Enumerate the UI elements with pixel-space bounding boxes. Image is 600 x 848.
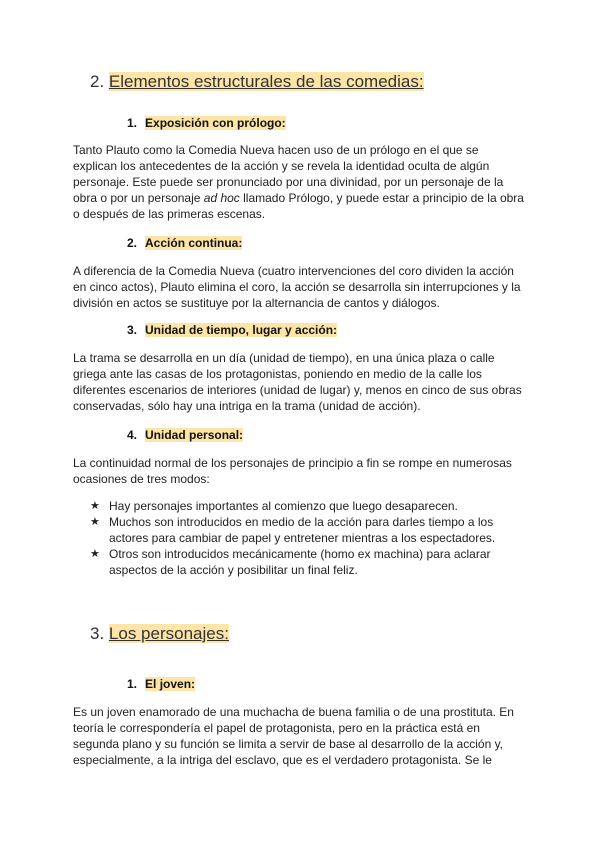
paragraph xyxy=(73,455,529,487)
bullet-list xyxy=(90,498,530,578)
subsection-heading xyxy=(127,676,195,692)
subsection-heading xyxy=(127,322,337,338)
paragraph xyxy=(73,350,529,414)
paragraph-line: La trama se desarrolla en un día (unidad de tiempo), en una única plaza o calle xyxy=(73,351,495,365)
paragraph-line: especialmente, a la intriga del esclavo, que es el verdadero protagonista. Se le xyxy=(73,753,492,767)
subsection-heading xyxy=(127,115,286,131)
paragraph-line: Es un joven enamorado de una muchacha de buena familia o de una prostituta. En xyxy=(73,705,514,719)
paragraph-line: La continuidad normal de los personajes de principio a fin se rompe en numerosas xyxy=(73,456,512,470)
bullet-item xyxy=(90,498,530,514)
section-title: Elementos estructurales de las comedias: xyxy=(108,72,424,91)
subsection-number: 1. xyxy=(127,677,138,691)
bullet-line: aspectos de la acción y posibilitar un final feliz. xyxy=(109,563,358,577)
star-bullet-icon: ★ xyxy=(90,500,100,512)
paragraph-line: división en actos se sustituye por la alternancia de cantos y diálogos. xyxy=(73,296,440,310)
subsection-title: El joven: xyxy=(145,677,196,691)
bullet-item xyxy=(90,514,530,546)
bullet-line: Muchos son introducidos en medio de la acción para darles tiempo a los xyxy=(109,515,494,529)
subsection-number: 3. xyxy=(127,323,138,337)
bullet-line: actores para cambiar de papel y entretener mientras a los espectadores. xyxy=(109,531,496,545)
subsection-heading xyxy=(127,427,243,443)
paragraph-line: A diferencia de la Comedia Nueva (cuatro intervenciones del coro dividen la acción xyxy=(73,264,514,278)
subsection-number: 2. xyxy=(127,236,138,250)
paragraph-line: explican los antecedentes de la acción y se revela la identidad oculta de algún xyxy=(73,159,490,173)
subsection-title: Acción continua: xyxy=(145,236,243,250)
text-run: llamado Prólogo, y puede estar a principio de la obra xyxy=(239,191,524,205)
paragraph-line: teoría le correspondería el papel de protagonista, pero en la práctica está en xyxy=(73,721,480,735)
paragraph xyxy=(73,142,529,222)
paragraph-line: segunda plano y su función se limita a servir de base al desarrollo de la acción y, xyxy=(73,737,504,751)
paragraph-line xyxy=(73,190,529,206)
paragraph-line: griega ante las casas de los protagonistas, poniendo en medio de la calle los xyxy=(73,367,482,381)
paragraph-line: Tanto Plauto como la Comedia Nueva hacen uso de un prólogo en el que se xyxy=(73,143,479,157)
star-bullet-icon: ★ xyxy=(90,516,100,528)
italic-term: ad hoc xyxy=(203,191,240,205)
subsection-heading xyxy=(127,235,242,251)
paragraph-line: diferentes escenarios de interiores (unidad de lugar) y, menos en cinco de sus obras xyxy=(73,383,522,397)
star-bullet-icon: ★ xyxy=(90,548,100,560)
paragraph-line: o después de las primeras escenas. xyxy=(73,207,266,221)
paragraph-line: conservadas, sólo hay una intriga en la trama (unidad de acción). xyxy=(73,399,421,413)
bullet-item xyxy=(90,546,530,578)
paragraph xyxy=(73,704,529,768)
subsection-number: 4. xyxy=(127,428,138,442)
section-title: Los personajes: xyxy=(108,624,229,643)
subsection-title: Exposición con prólogo: xyxy=(145,116,286,130)
subsection-title: Unidad personal: xyxy=(145,428,244,442)
paragraph-line: personaje. Este puede ser pronunciado por una divinidad, por un personaje de la xyxy=(73,175,504,189)
subsection-number: 1. xyxy=(127,116,138,130)
text-run: obra o por un personaje xyxy=(73,191,204,205)
section-heading xyxy=(90,72,424,92)
section-number: 3. xyxy=(90,624,105,643)
bullet-line: Otros son introducidos mecánicamente (homo ex machina) para aclarar xyxy=(109,547,491,561)
paragraph xyxy=(73,263,529,311)
paragraph-line: en cinco actos), Plauto elimina el coro, la acción se desarrolla sin interrupciones y la xyxy=(73,280,521,294)
section-heading xyxy=(90,624,229,644)
section-number: 2. xyxy=(90,72,105,91)
paragraph-line: ocasiones de tres modos: xyxy=(73,472,210,486)
bullet-line: Hay personajes importantes al comienzo que luego desaparecen. xyxy=(109,499,458,513)
subsection-title: Unidad de tiempo, lugar y acción: xyxy=(145,323,338,337)
